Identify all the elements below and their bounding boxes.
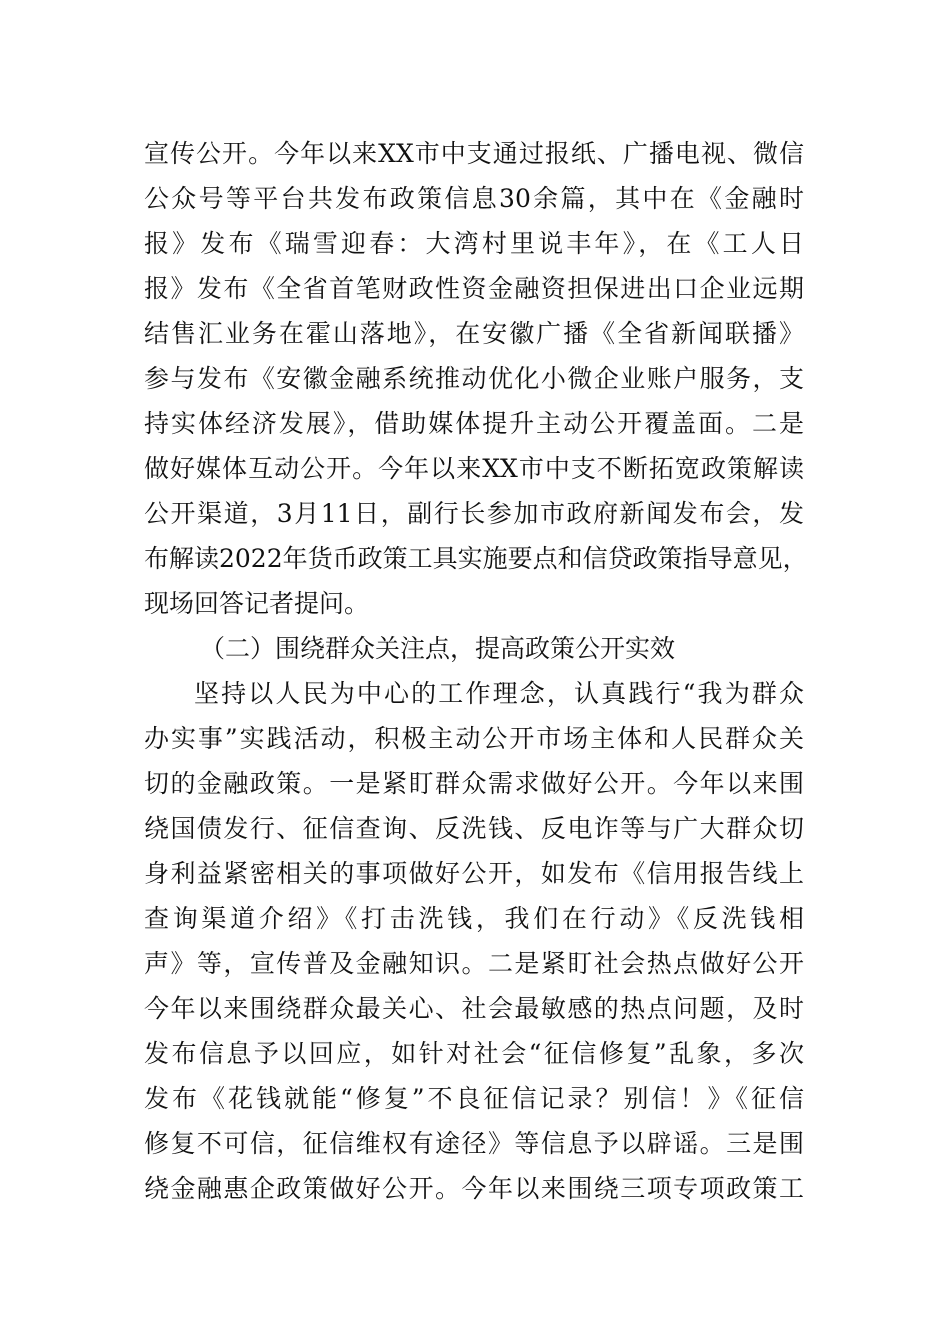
body-text-line: 身利益紧密相关的事项做好公开，如发布《信用报告线上 <box>144 859 804 888</box>
body-text-line: 现场回答记者提问。 <box>144 589 370 618</box>
body-text-line: 做好媒体互动公开。今年以来XX市中支不断拓宽政策解读 <box>144 454 804 483</box>
body-text-line: 查询渠道介绍》《打击洗钱，我们在行动》《反洗钱相 <box>144 904 804 933</box>
body-text-line: 结售汇业务在霍山落地》，在安徽广播《全省新闻联播》 <box>144 319 804 348</box>
body-text-line: 绕金融惠企政策做好公开。今年以来围绕三项专项政策工 <box>144 1174 804 1203</box>
body-text-line: 声》等，宣传普及金融知识。二是紧盯社会热点做好公开 <box>144 949 804 978</box>
body-text-line: 办实事”实践活动，积极主动公开市场主体和人民群众关 <box>144 724 804 753</box>
body-text-line: 报》发布《瑞雪迎春：大湾村里说丰年》，在《工人日 <box>144 229 804 258</box>
body-text-line: 报》发布《全省首笔财政性资金融资担保进出口企业远期 <box>144 274 804 303</box>
body-text-line: 发布《花钱就能“修复”不良征信记录？别信！》《征信 <box>144 1084 804 1113</box>
section-heading: （二）围绕群众关注点，提高政策公开实效 <box>200 634 676 663</box>
body-text-line: 切的金融政策。一是紧盯群众需求做好公开。今年以来围 <box>144 769 804 798</box>
body-text-line: 修复不可信，征信维权有途径》等信息予以辟谣。三是围 <box>144 1129 804 1158</box>
body-text-line: 持实体经济发展》，借助媒体提升主动公开覆盖面。二是 <box>144 409 804 438</box>
body-text-line: 绕国债发行、征信查询、反洗钱、反电诈等与广大群众切 <box>144 814 804 843</box>
body-text-line: 发布信息予以回应，如针对社会“征信修复”乱象，多次 <box>144 1039 804 1068</box>
body-text-line: 今年以来围绕群众最关心、社会最敏感的热点问题，及时 <box>144 994 804 1023</box>
body-text-line: 公开渠道，3月11日，副行长参加市政府新闻发布会，发 <box>144 499 804 528</box>
body-text-line: 参与发布《安徽金融系统推动优化小微企业账户服务，支 <box>144 364 804 393</box>
body-text-line: 布解读2022年货币政策工具实施要点和信贷政策指导意见， <box>144 544 808 573</box>
body-text-line: 坚持以人民为中心的工作理念，认真践行“我为群众 <box>194 679 804 708</box>
body-text-line: 公众号等平台共发布政策信息30余篇，其中在《金融时 <box>144 184 804 213</box>
body-text-line: 宣传公开。今年以来XX市中支通过报纸、广播电视、微信 <box>144 139 804 168</box>
